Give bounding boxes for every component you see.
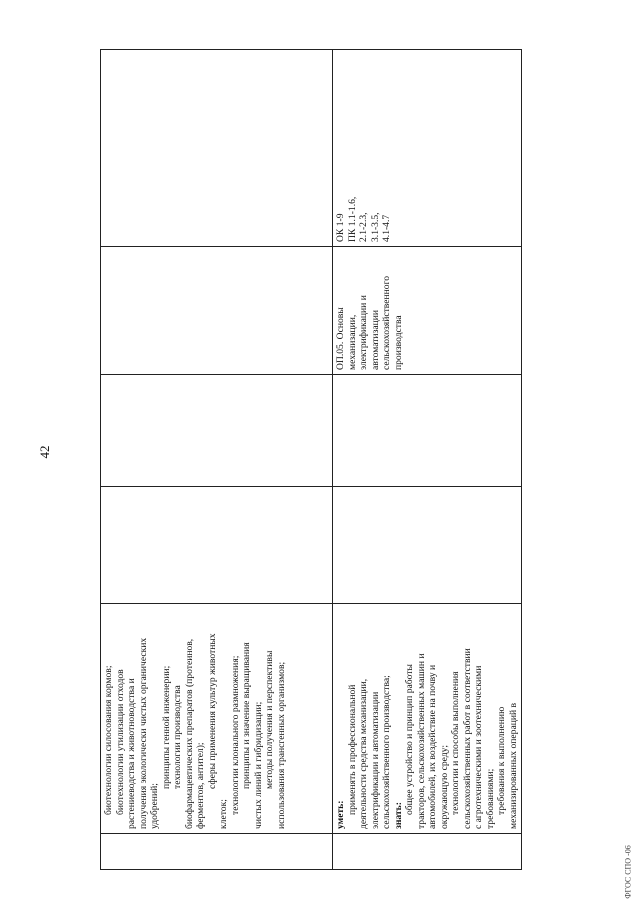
text-line: электрификации и [358, 295, 369, 370]
text-line: ферментов, антител); [195, 742, 206, 829]
text-line: клеток; [218, 799, 229, 829]
text-line: сельскохозяйственного производства; [381, 675, 392, 829]
curriculum-table [100, 49, 522, 870]
text-line: сельскохозяйственных работ в соответствии [461, 648, 473, 829]
text-line: получения экологически чистых органических [137, 637, 149, 829]
page-number: 42 [37, 445, 52, 459]
text-line: окружающую среду; [438, 744, 450, 829]
content-list [103, 608, 287, 829]
text-line: общее устройство и принцип работы [404, 664, 415, 815]
text-line: уметь: [335, 800, 346, 829]
text-line: автомобилей, их воздействие на почву и [427, 664, 438, 829]
text-line: 3.1-3.5, [369, 212, 381, 242]
hours-cell [101, 487, 333, 604]
text-line: биотехнологии утилизации отходов [114, 669, 126, 815]
text-line: использования трансгенных организмов; [275, 661, 287, 829]
text-line: ПК 1.1-1.6, [346, 196, 358, 242]
competency-cell [101, 50, 333, 247]
text-line: принципы генной инженерии; [160, 665, 172, 789]
text-line: деятельности средства механизации, [358, 678, 369, 829]
text-line: производства [392, 315, 404, 370]
text-line: сферы применения культур животных [206, 633, 218, 789]
text-line: методы получения и перспективы [264, 650, 275, 789]
text-line: технологии производства [172, 685, 183, 789]
discipline-name [335, 251, 404, 370]
text-line: 4.1-4.7 [381, 214, 392, 242]
rotated-table-sheet [100, 50, 519, 870]
text-line: 2.1-2.3, [358, 212, 369, 242]
discipline-cell [333, 247, 522, 375]
discipline-cell [101, 247, 333, 375]
text-line: знать: [392, 802, 404, 829]
text-line: биотехнологии силосования кормов; [103, 665, 114, 815]
text-line: с агротехническими и зоотехническими [473, 665, 484, 829]
text-line: электрификации и автоматизации [369, 691, 381, 829]
competency-codes [335, 54, 393, 242]
text-line: биофармацевтических препаратов (протеинов, [183, 638, 195, 829]
text-line: автоматизации [369, 309, 381, 370]
text-line: технологии клонального размножения; [229, 655, 241, 815]
text-line: требования к выполнению [496, 706, 507, 815]
footer-code: ФГОС СПО -06 [623, 845, 633, 899]
table-row [101, 50, 333, 870]
index-cell [101, 834, 333, 870]
text-line: удобрений; [149, 783, 160, 829]
competency-cell [333, 50, 522, 247]
text-line: механизации, [346, 314, 358, 370]
text-line: ОП.05. Основы [335, 307, 346, 370]
text-line: требованиями; [484, 768, 496, 829]
text-line: растениеводства и животноводства и [126, 678, 137, 829]
text-line: механизированных операций в [507, 702, 519, 829]
text-line: чистых линий и гибридизации; [252, 701, 264, 829]
index-cell [333, 834, 522, 870]
table-row [333, 50, 522, 870]
content-cell [101, 604, 333, 834]
hours-cell [333, 487, 522, 604]
content-cell [333, 604, 522, 834]
hours-cell [101, 375, 333, 487]
text-line: сельскохозяйственного [381, 275, 392, 370]
hours-cell [333, 375, 522, 487]
text-line: тракторов, сельскохозяйственных машин и [415, 653, 427, 829]
text-line: ОК 1-9 [335, 213, 346, 242]
text-line: принципы и значение выращивания [241, 642, 252, 789]
text-line: применять в профессиональной [346, 684, 358, 815]
text-line: технологии и способы выполнения [450, 671, 461, 815]
content-list [335, 608, 519, 829]
